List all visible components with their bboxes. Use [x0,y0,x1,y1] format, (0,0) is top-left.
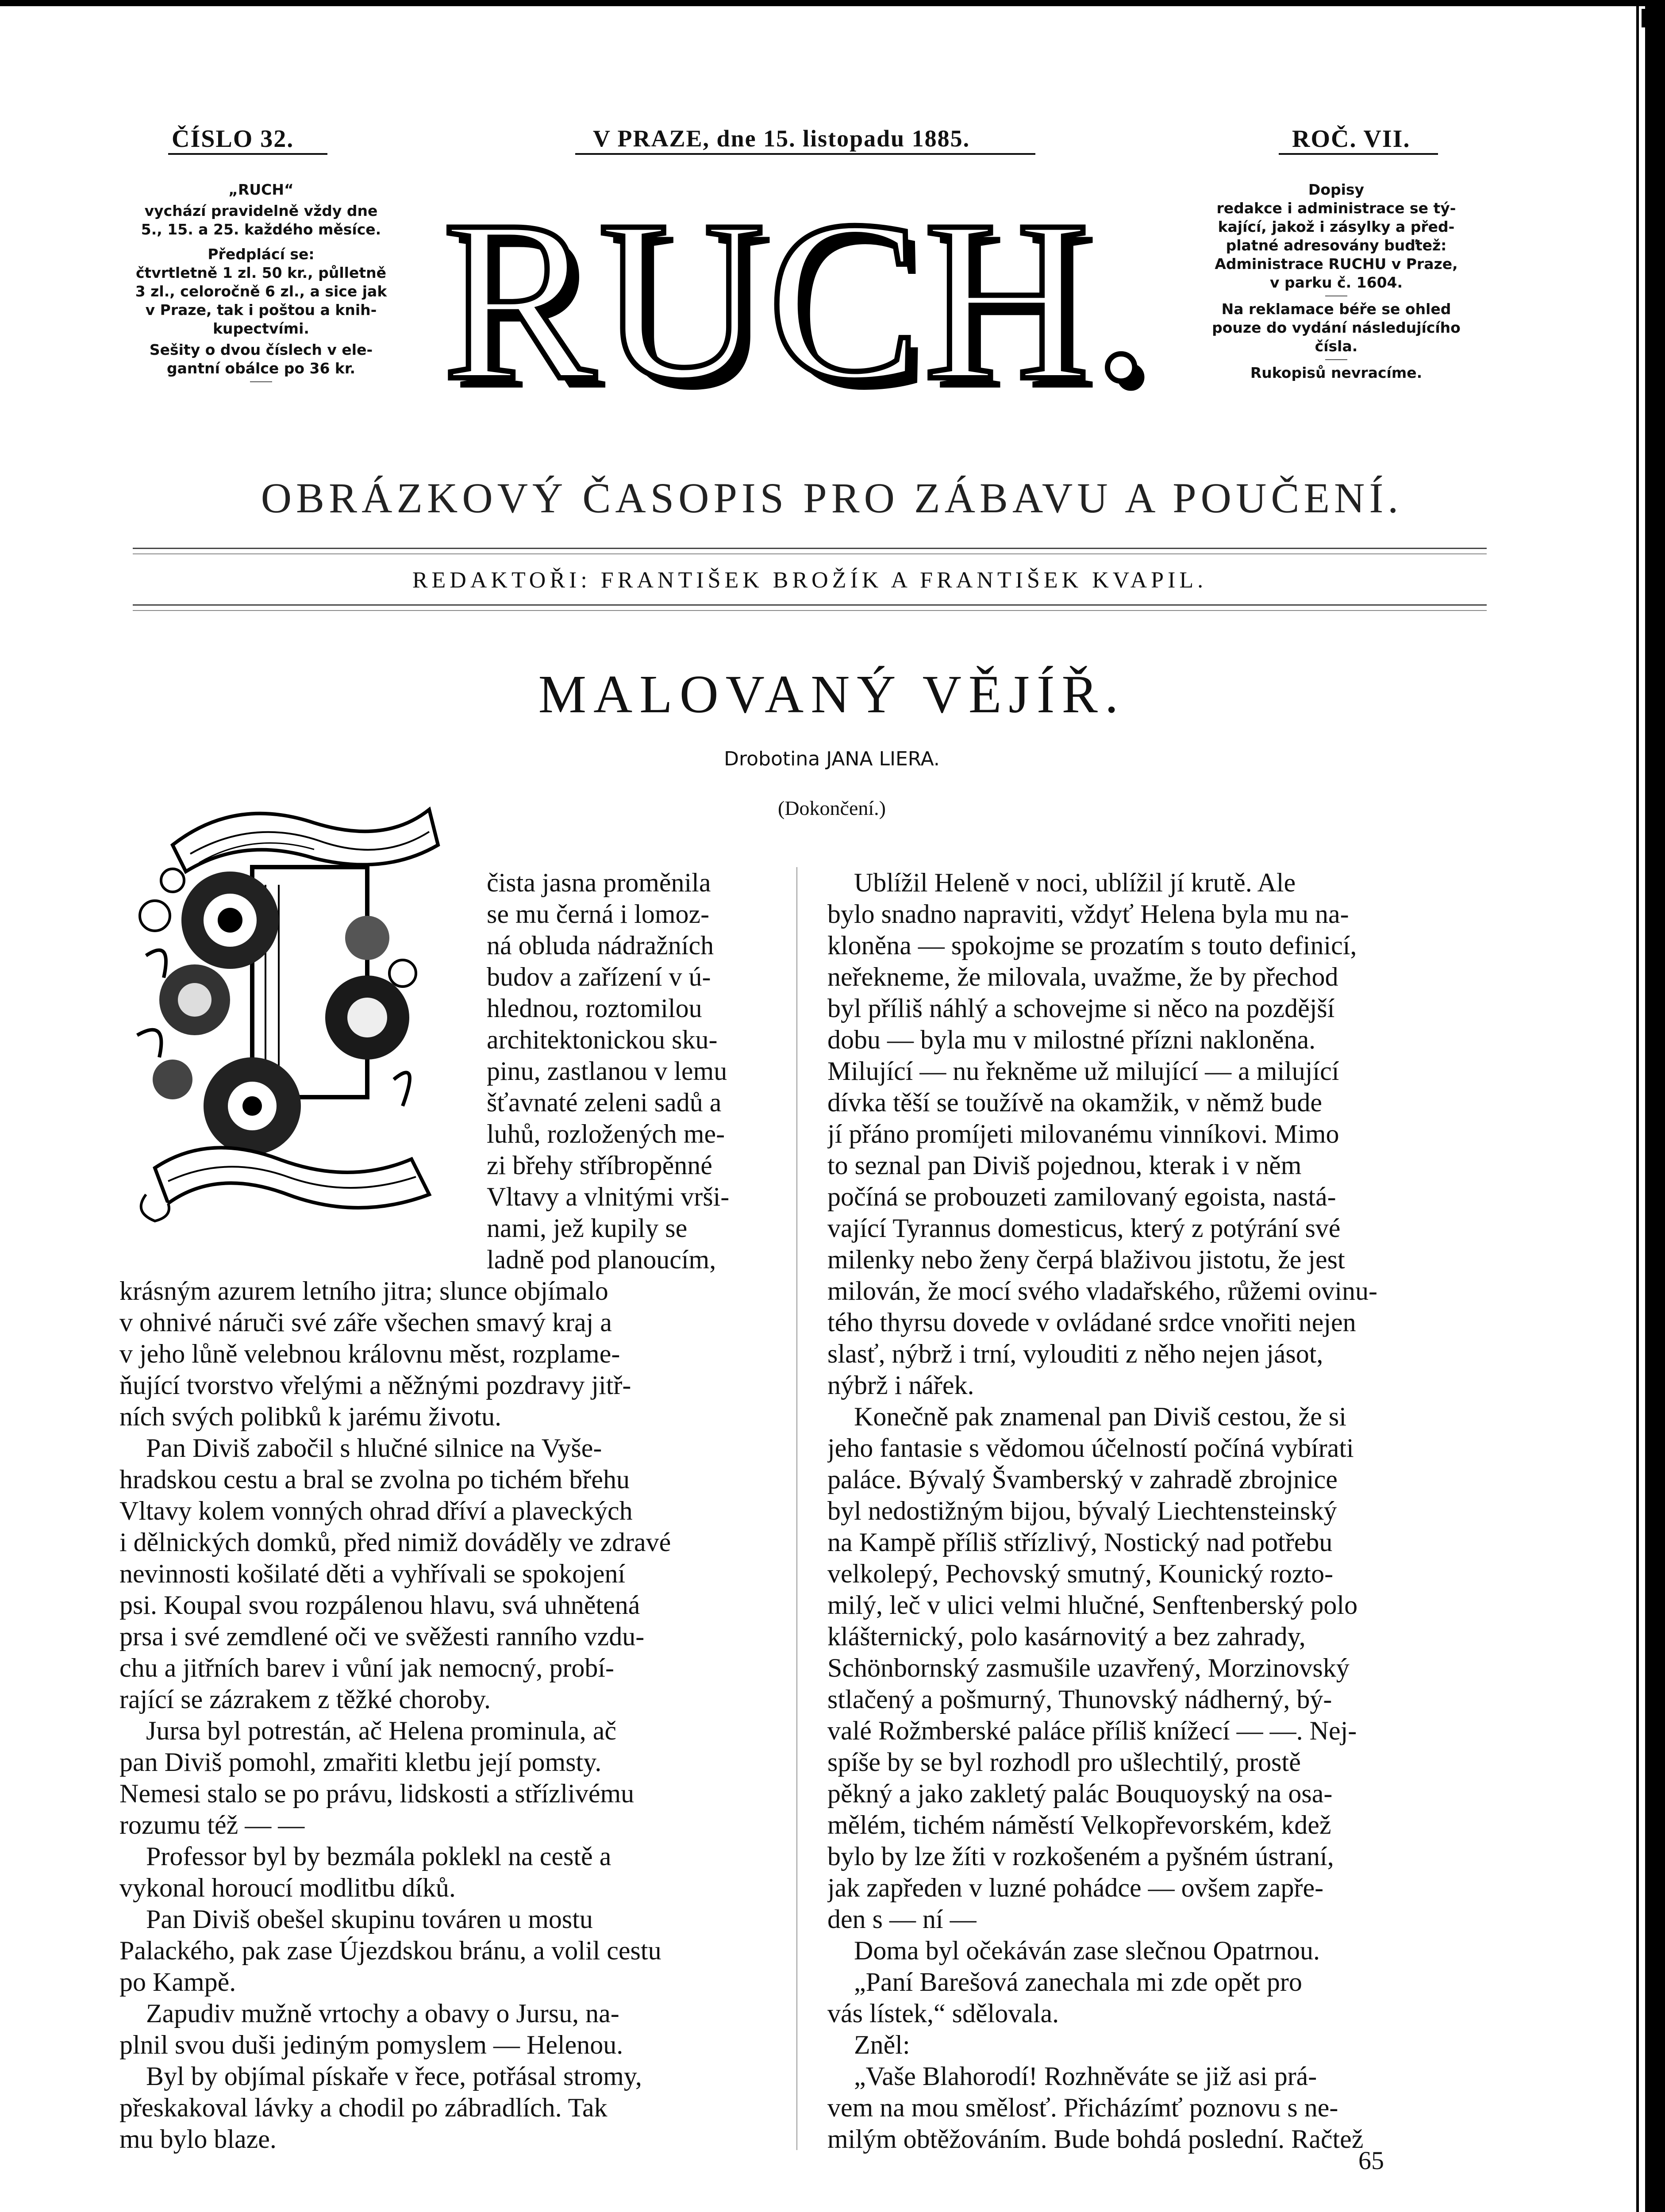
text-line: dobu — byla mu v milostné přízni nakloněna. [827,1025,1316,1054]
text-line: Vltavy a vlnitými vrši- [487,1182,730,1211]
text-line: nevinnosti košilaté děti a vyhřívali se spokojení [119,1559,626,1588]
scan-edge-top [0,0,1665,6]
rule-lower [133,604,1487,611]
journal-subtitle: OBRÁZKOVÝ ČASOPIS PRO ZÁBAVU A POUČENÍ. [261,474,1403,522]
text-line: ňující tvorstvo vřelými a něžnými pozdravy jitř- [119,1371,631,1400]
text-line: byl nedostižným bijou, bývalý Liechtensteinský [827,1496,1337,1525]
issue-number: ČÍSLO 32. [172,125,294,153]
text-line: jí přáno promíjeti milovanému vinníkovi. Mimo [827,1119,1339,1148]
text-line: vající Tyrannus domesticus, který z potýrání své [827,1214,1341,1243]
continuation-note: (Dokončení.) [778,797,886,819]
text-line: neřekneme, že milovala, uvažme, že by přechod [827,962,1338,991]
separator [250,381,272,382]
text-line: rající se zázrakem z těžké choroby. [119,1685,491,1714]
text-line: budov a zařízení v ú- [487,962,711,991]
text-line: i dělnických domků, před nimiž dováděly ve zdravé [119,1528,671,1557]
text-line: den s — ní — [827,1905,977,1934]
text-line: spíše by se byl rozhodl pro ušlechtilý, prostě [827,1747,1301,1777]
text-line: Pan Diviš obešel skupinu továren u mostu [146,1905,593,1934]
text-line: velkolepý, Pechovský smutný, Kounický rozto- [827,1559,1334,1588]
subscription-info [106,180,416,386]
dateline-rule [575,153,1035,155]
text-line: kloněna — spokojme se prozatím s touto definicí, [827,931,1357,960]
info-title: Dopisy [1308,181,1365,198]
info-line: v Praze, tak i poštou a knih- [145,301,377,319]
text-line: pinu, zastlanou v lemu [487,1056,727,1086]
editors-line: REDAKTOŘI: FRANTIŠEK BROŽÍK A FRANTIŠEK KVAPIL. [412,568,1207,593]
text-line: Pan Diviš zabočil s hlučné silnice na Vyše- [146,1433,602,1463]
text-line: plnil svou duši jediným pomyslem — Helenou. [119,2030,623,2059]
text-line: v ohnivé náruči své záře všechen smavý kraj a [119,1308,612,1337]
info-line: pouze do vydání následujícího [1212,319,1461,336]
left-column-wrap [487,867,774,1275]
text-line: byl příliš náhlý a schovejme si něco na pozdější [827,994,1335,1023]
text-line: milým obtěžováním. Bude bohdá poslední. Račtež [827,2124,1364,2154]
text-line: jak zapředen v luzné pohádce — ovšem zapře- [827,1873,1324,1902]
text-line: stlačený a pošmurný, Thunovský nádherný, bý- [827,1685,1332,1714]
text-line: Ublížil Heleně v noci, ublížil jí krutě. Ale [854,868,1296,897]
text-line: ladně pod planoucím, [487,1245,716,1274]
info-line: 3 zl., celoročně 6 zl., a sice jak [135,283,387,300]
text-line: prsa i své zemdlené oči ve svěžesti ranního vzdu- [119,1622,645,1651]
text-line: čista jasna proměnila [487,868,711,897]
text-line: v jeho lůně velebnou královnu měst, rozplame- [119,1339,620,1368]
text-line: Vltavy kolem vonných ohrad dříví a plaveckých [119,1496,633,1525]
info-line: v parku č. 1604. [1269,274,1403,291]
text-line: tého thyrsu dovede v ovládané srdce vnořiti nejen [827,1308,1356,1337]
info-line: Sešity o dvou číslech v ele- [149,341,373,358]
column-divider [796,867,797,2150]
scan-mark [1642,9,1655,27]
text-line: slasť, nýbrž i trní, vylouditi z něho nejen jásot, [827,1339,1323,1368]
info-heading: Předplácí se: [208,246,315,263]
info-line: 5., 15. a 25. každého měsíce. [141,221,381,238]
separator [1325,359,1347,360]
text-line: „Vaše Blahorodí! Rozhněváte se již asi prá- [854,2062,1317,2091]
text-line: Palackého, pak zase Újezdskou bránu, a volil cestu [119,1936,661,1965]
info-line: čtvrtletně 1 zl. 50 kr., půlletně [136,264,386,281]
info-line: kající, jakož i zásylky a před- [1218,218,1455,235]
volume-number: ROČ. VII. [1292,125,1411,153]
dateline: V PRAZE, dne 15. listopadu 1885. [593,125,970,152]
text-line: jeho fantasie s vědomou účelností počíná vybírati [827,1433,1354,1463]
text-line: zi břehy stříbropěnné [487,1151,712,1180]
text-line: hradskou cestu a bral se zvolna po tichém břehu [119,1465,630,1494]
text-line: paláce. Bývalý Švamberský v zahradě zbrojnice [827,1465,1338,1494]
ruch-logo: RUCH. [442,173,1153,428]
text-line: Nemesi stalo se po právu, lidskosti a střízlivému [119,1779,634,1808]
scan-edge-right [1645,0,1665,2212]
info-line: Administrace RUCHU v Praze, [1215,255,1458,273]
info-line: redakce i administrace se tý- [1216,200,1456,217]
text-line: vás lístek,“ sdělovala. [827,1999,1059,2028]
info-title: „RUCH“ [228,181,294,198]
text-line: psi. Koupal svou rozpálenou hlavu, svá uhnětená [119,1590,640,1620]
text-line: po Kampě. [119,1967,236,1997]
scan-edge-line [1636,0,1639,2212]
text-line: krásným azurem letního jitra; slunce objímalo [119,1276,608,1306]
floral-initial-illustration [119,770,487,1239]
text-line: dívka těší se toužívě na okamžik, v němž bude [827,1088,1322,1117]
text-line: Doma byl očekáván zase slečnou Opatrnou. [854,1936,1320,1965]
text-line: rozumu též — — [119,1810,305,1839]
flower-wreath-icon [119,770,487,1239]
info-line: vychází pravidelně vždy dne [144,202,378,219]
text-line: pan Diviš pomohl, zmařiti kletbu její pomsty. [119,1747,602,1777]
text-line: hlednou, roztomilou [487,994,702,1023]
text-line: Professor byl by bezmála poklekl na cestě a [146,1842,611,1871]
text-line: valé Rožmberské paláce příliš knížecí — —. Nej- [827,1716,1357,1745]
info-line: Rukopisů nevracíme. [1250,364,1423,381]
text-line: pěkný a jako zakletý palác Bouquoyský na osa- [827,1779,1333,1808]
issue-rule [168,153,327,155]
text-line: Zněl: [854,2030,910,2059]
info-line: platné adresovány buďtež: [1226,237,1447,254]
text-line: ních svých polibků k jarému životu. [119,1402,502,1431]
text-line: milý, leč v ulici velmi hlučné, Senftenberský polo [827,1590,1358,1620]
volume-rule [1279,153,1438,155]
text-line: vykonal horoucí modlitbu díků. [119,1873,456,1902]
text-line: to seznal pan Diviš pojednou, kterak i v něm [827,1151,1302,1180]
text-line: Jursa byl potrestán, ač Helena prominula, ač [146,1716,616,1745]
text-line: milenky nebo ženy čerpá blaživou jistotu, že jest [827,1245,1345,1274]
text-line: nýbrž i nářek. [827,1371,974,1400]
text-line: se mu černá i lomoz- [487,899,710,929]
info-line: gantní obálce po 36 kr. [166,360,355,377]
correspondence-info [1177,180,1496,385]
text-line: mu bylo blaze. [119,2124,277,2154]
text-line: bylo snadno napraviti, vždyť Helena byla mu na- [827,899,1349,929]
article-byline: Drobotina JANA LIERA. [724,748,940,770]
article-title: MALOVANÝ VĚJÍŘ. [538,664,1126,724]
text-line: Schönbornský zasmušile uzavřený, Morzinovský [827,1653,1350,1682]
text-line: Byl by objímal pískaře v řece, potřásal stromy, [146,2062,642,2091]
text-line: vem na mou smělosť. Přicházímť poznovu s ne- [827,2093,1338,2122]
text-line: Konečně pak znamenal pan Diviš cestou, že si [854,1402,1346,1431]
text-line: nami, jež kupily se [487,1214,688,1243]
rule-upper [133,548,1487,554]
text-line: na Kampě příliš střízlivý, Nostický nad potřebu [827,1528,1333,1557]
text-line: Zapudiv mužně vrtochy a obavy o Jursu, na- [146,1999,619,2028]
text-line: „Paní Barešová zanechala mi zde opět pro [854,1967,1302,1997]
text-line: ná obluda nádražních [487,931,714,960]
text-line: luhů, rozložených me- [487,1119,725,1148]
left-column [119,1275,774,2155]
text-line: architektonickou sku- [487,1025,718,1054]
text-line: počíná se probouzeti zamilovaný egoista, nastá- [827,1182,1336,1211]
right-column [827,867,1482,2155]
text-line: mělém, tichém náměstí Velkopřevorském, kdež [827,1810,1331,1839]
text-line: klášternický, polo kasárnovitý a bez zahrady, [827,1622,1306,1651]
info-line: čísla. [1315,338,1358,355]
text-line: Milující — nu řekněme už milující — a milující [827,1056,1339,1086]
text-line: chu a jitřních barev i vůní jak nemocný, probí- [119,1653,614,1682]
text-line: přeskakoval lávky a chodil po zábradlích. Tak [119,2093,608,2122]
text-line: milován, že mocí svého vladařského, růžemi ovinu- [827,1276,1377,1306]
page-number: 65 [1358,2146,1384,2175]
info-line: kupectvími. [213,320,309,337]
text-line: šťavnaté zeleni sadů a [487,1088,722,1117]
info-line: Na reklamace béře se ohled [1221,300,1451,318]
text-line: bylo by lze žíti v rozkošeném a pyšném ústraní, [827,1842,1334,1871]
